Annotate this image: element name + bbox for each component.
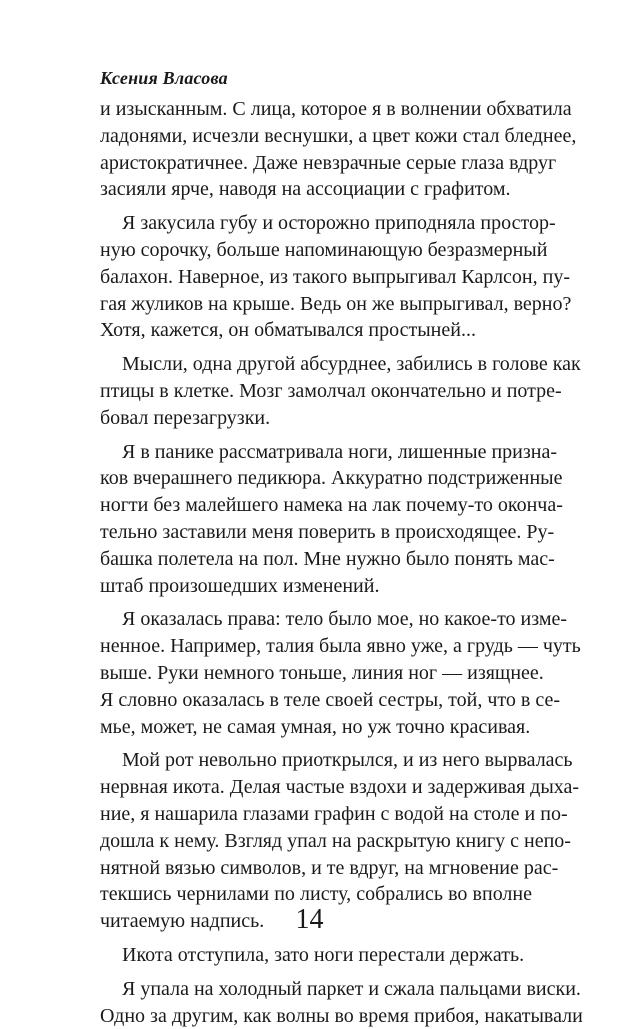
text-line: балахон. Наверное, из такого выпрыгивал Карлсон, пу- — [100, 264, 532, 291]
text-line: мье, может, не самая умная, но уж точно красивая. — [100, 714, 532, 741]
running-head: Ксения Власова — [100, 66, 228, 90]
text-line: бовал перезагрузки. — [100, 405, 532, 432]
text-line: Одно за другим, как волны во время прибоя, накатывали — [100, 1003, 532, 1029]
text-line: и изысканным. С лица, которое я в волнении обхватила — [100, 96, 532, 123]
text-line: ков вчерашнего педикюра. Аккуратно подстриженные — [100, 465, 532, 492]
text-line: Я закусила губу и осторожно приподняла простор- — [100, 210, 532, 237]
body-text — [100, 96, 532, 1029]
text-line: тельно заставили меня поверить в происходящее. Ру- — [100, 519, 532, 546]
text-line: ние, я нашарила глазами графин с водой на столе и по- — [100, 801, 532, 828]
text-line: птицы в клетке. Мозг замолчал окончательно и потре- — [100, 378, 532, 405]
text-line: Икота отступила, зато ноги перестали держать. — [100, 942, 532, 969]
text-line: ладонями, исчезли веснушки, а цвет кожи стал бледнее, — [100, 123, 532, 150]
text-line: ненное. Например, талия была явно уже, а грудь — чуть — [100, 633, 532, 660]
text-line: аристократичнее. Даже невзрачные серые глаза вдруг — [100, 150, 532, 177]
text-line: Я в панике рассматривала ноги, лишенные призна- — [100, 439, 532, 466]
text-line: Я оказалась права: тело было мое, но какое-то изме- — [100, 606, 532, 633]
text-line: текшись чернилами по листу, собрались во вполне — [100, 881, 532, 908]
text-line: Хотя, кажется, он обматывался простыней... — [100, 317, 532, 344]
text-line: дошла к нему. Взгляд упал на раскрытую книгу с непо- — [100, 828, 532, 855]
text-line: засияли ярче, наводя на ассоциации с графитом. — [100, 176, 532, 203]
text-line: башка полетела на пол. Мне нужно было понять мас- — [100, 546, 532, 573]
page-number: 14 — [0, 903, 619, 937]
text-line: нервная икота. Делая частые вздохи и задерживая дыха- — [100, 774, 532, 801]
text-line: Я словно оказалась в теле своей сестры, той, что в се- — [100, 687, 532, 714]
text-line: нятной вязью символов, и те вдруг, на мгновение рас- — [100, 855, 532, 882]
text-line: ную сорочку, больше напоминающую безразмерный — [100, 237, 532, 264]
text-line: гая жуликов на крыше. Ведь он же выпрыгивал, верно? — [100, 291, 532, 318]
text-line: Мой рот невольно приоткрылся, и из него вырвалась — [100, 747, 532, 774]
text-line: ногти без малейшего намека на лак почему-то оконча- — [100, 492, 532, 519]
text-line: штаб произошедших изменений. — [100, 573, 532, 600]
text-line: Мысли, одна другой абсурднее, забились в голове как — [100, 351, 532, 378]
text-line: выше. Руки немного тоньше, линия ног — изящнее. — [100, 660, 532, 687]
text-line: Я упала на холодный паркет и сжала пальцами виски. — [100, 976, 532, 1003]
text-line: читаемую надпись. — [100, 908, 532, 935]
